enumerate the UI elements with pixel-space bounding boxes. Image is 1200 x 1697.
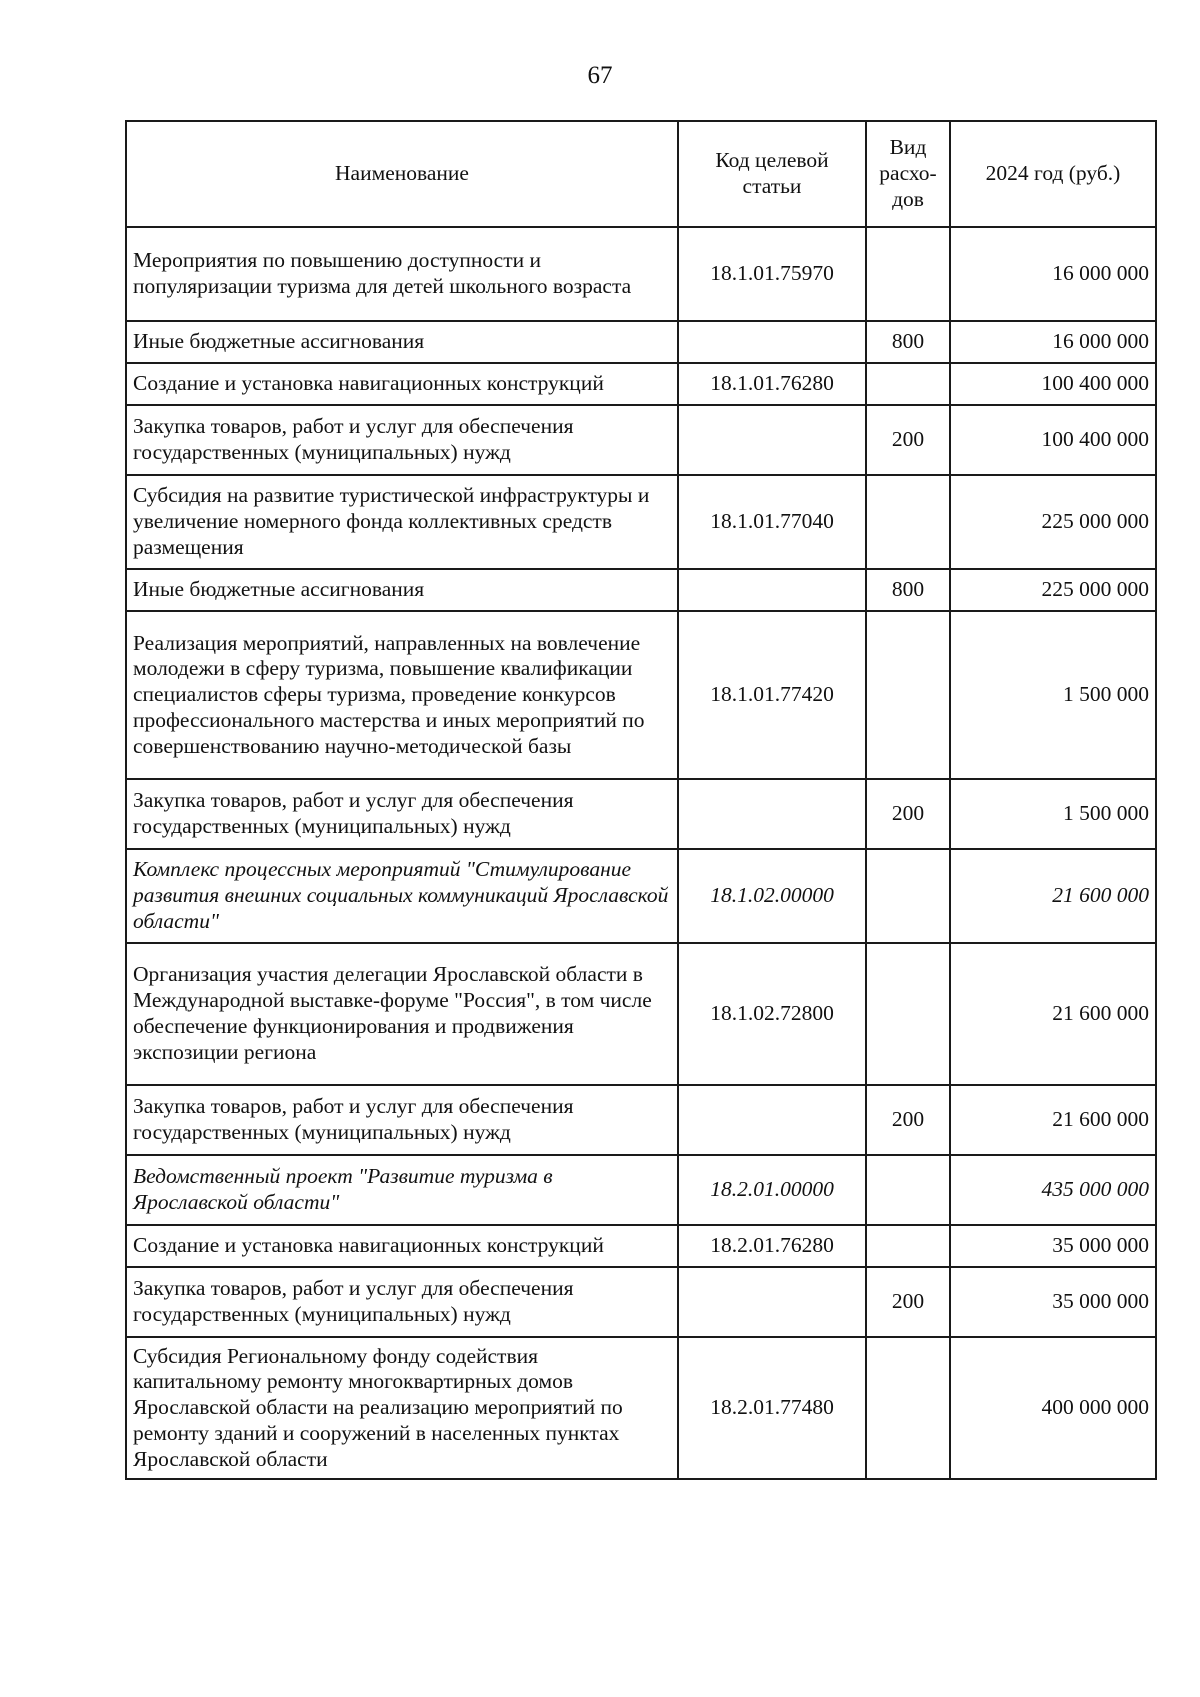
row-code-cell: 18.2.01.00000	[678, 1155, 866, 1225]
budget-table	[125, 120, 1157, 1480]
row-amount-cell: 35 000 000	[950, 1267, 1156, 1337]
row-code-cell: 18.1.01.75970	[678, 227, 866, 321]
row-type-cell	[866, 1155, 950, 1225]
row-amount-cell: 100 400 000	[950, 405, 1156, 475]
row-code-cell: 18.2.01.76280	[678, 1225, 866, 1267]
header-type: Вид расхо-дов	[866, 121, 950, 227]
row-type-cell	[866, 1337, 950, 1479]
row-name-cell: Иные бюджетные ассигнования	[126, 569, 678, 611]
row-type-cell	[866, 849, 950, 943]
table-row	[126, 475, 1156, 569]
table-row	[126, 405, 1156, 475]
row-amount-cell: 16 000 000	[950, 227, 1156, 321]
row-name-cell: Закупка товаров, работ и услуг для обеспечения государственных (муниципальных) нужд	[126, 1085, 678, 1155]
row-type-cell: 200	[866, 405, 950, 475]
row-name-cell: Организация участия делегации Ярославской области в Международной выставке-форуме "Россия", в том числе обеспечение функционирования и продвижения экспозиции региона	[126, 943, 678, 1085]
row-code-cell: 18.2.01.77480	[678, 1337, 866, 1479]
row-amount-cell: 35 000 000	[950, 1225, 1156, 1267]
row-amount-cell: 21 600 000	[950, 849, 1156, 943]
row-type-cell	[866, 611, 950, 779]
row-name-cell: Закупка товаров, работ и услуг для обеспечения государственных (муниципальных) нужд	[126, 405, 678, 475]
row-type-cell: 200	[866, 1267, 950, 1337]
table-header-row	[126, 121, 1156, 227]
row-amount-cell: 400 000 000	[950, 1337, 1156, 1479]
row-name-cell: Закупка товаров, работ и услуг для обеспечения государственных (муниципальных) нужд	[126, 779, 678, 849]
row-code-cell: 18.1.02.72800	[678, 943, 866, 1085]
row-name-cell: Мероприятия по повышению доступности и популяризации туризма для детей школьного возраста	[126, 227, 678, 321]
row-name-cell: Реализация мероприятий, направленных на вовлечение молодежи в сферу туризма, повышение квалификации специалистов сферы туризма, проведение конкурсов профессионального мастерства и иных мероприятий по совершенствованию научно-методической базы	[126, 611, 678, 779]
row-amount-cell: 16 000 000	[950, 321, 1156, 363]
table-row	[126, 569, 1156, 611]
row-name-cell: Субсидия на развитие туристической инфраструктуры и увеличение номерного фонда коллективных средств размещения	[126, 475, 678, 569]
row-name-cell: Ведомственный проект "Развитие туризма в Ярославской области"	[126, 1155, 678, 1225]
row-type-cell	[866, 475, 950, 569]
row-code-cell	[678, 1085, 866, 1155]
row-name-cell: Субсидия Региональному фонду содействия капитальному ремонту многоквартирных домов Ярославской области на реализацию мероприятий по ремонту зданий и сооружений в населенных пунктах Ярославской области	[126, 1337, 678, 1479]
row-type-cell: 800	[866, 569, 950, 611]
header-code: Код целевой статьи	[678, 121, 866, 227]
table-row	[126, 849, 1156, 943]
row-code-cell: 18.1.02.00000	[678, 849, 866, 943]
table-row	[126, 1085, 1156, 1155]
row-amount-cell: 435 000 000	[950, 1155, 1156, 1225]
row-name-cell: Комплекс процессных мероприятий "Стимулирование развития внешних социальных коммуникаций Ярославской области"	[126, 849, 678, 943]
header-amount: 2024 год (руб.)	[950, 121, 1156, 227]
table-row	[126, 227, 1156, 321]
row-amount-cell: 100 400 000	[950, 363, 1156, 405]
row-type-cell: 800	[866, 321, 950, 363]
row-code-cell	[678, 1267, 866, 1337]
table-row	[126, 1337, 1156, 1479]
row-code-cell	[678, 779, 866, 849]
row-code-cell: 18.1.01.76280	[678, 363, 866, 405]
row-name-cell: Закупка товаров, работ и услуг для обеспечения государственных (муниципальных) нужд	[126, 1267, 678, 1337]
row-code-cell: 18.1.01.77420	[678, 611, 866, 779]
header-name: Наименование	[126, 121, 678, 227]
row-code-cell: 18.1.01.77040	[678, 475, 866, 569]
row-type-cell	[866, 363, 950, 405]
table-row	[126, 943, 1156, 1085]
row-amount-cell: 225 000 000	[950, 475, 1156, 569]
table-row	[126, 1267, 1156, 1337]
row-amount-cell: 21 600 000	[950, 1085, 1156, 1155]
table-body	[126, 227, 1156, 1479]
row-code-cell	[678, 569, 866, 611]
table-row	[126, 779, 1156, 849]
row-type-cell: 200	[866, 779, 950, 849]
table-row	[126, 1155, 1156, 1225]
row-type-cell	[866, 943, 950, 1085]
row-name-cell: Создание и установка навигационных конструкций	[126, 1225, 678, 1267]
row-code-cell	[678, 321, 866, 363]
row-amount-cell: 21 600 000	[950, 943, 1156, 1085]
row-type-cell	[866, 1225, 950, 1267]
row-amount-cell: 225 000 000	[950, 569, 1156, 611]
row-name-cell: Иные бюджетные ассигнования	[126, 321, 678, 363]
row-amount-cell: 1 500 000	[950, 611, 1156, 779]
table-row	[126, 363, 1156, 405]
row-name-cell: Создание и установка навигационных конструкций	[126, 363, 678, 405]
row-code-cell	[678, 405, 866, 475]
row-type-cell	[866, 227, 950, 321]
table-row	[126, 611, 1156, 779]
page-number: 67	[587, 62, 613, 89]
table-row	[126, 1225, 1156, 1267]
row-amount-cell: 1 500 000	[950, 779, 1156, 849]
row-type-cell: 200	[866, 1085, 950, 1155]
table-row	[126, 321, 1156, 363]
